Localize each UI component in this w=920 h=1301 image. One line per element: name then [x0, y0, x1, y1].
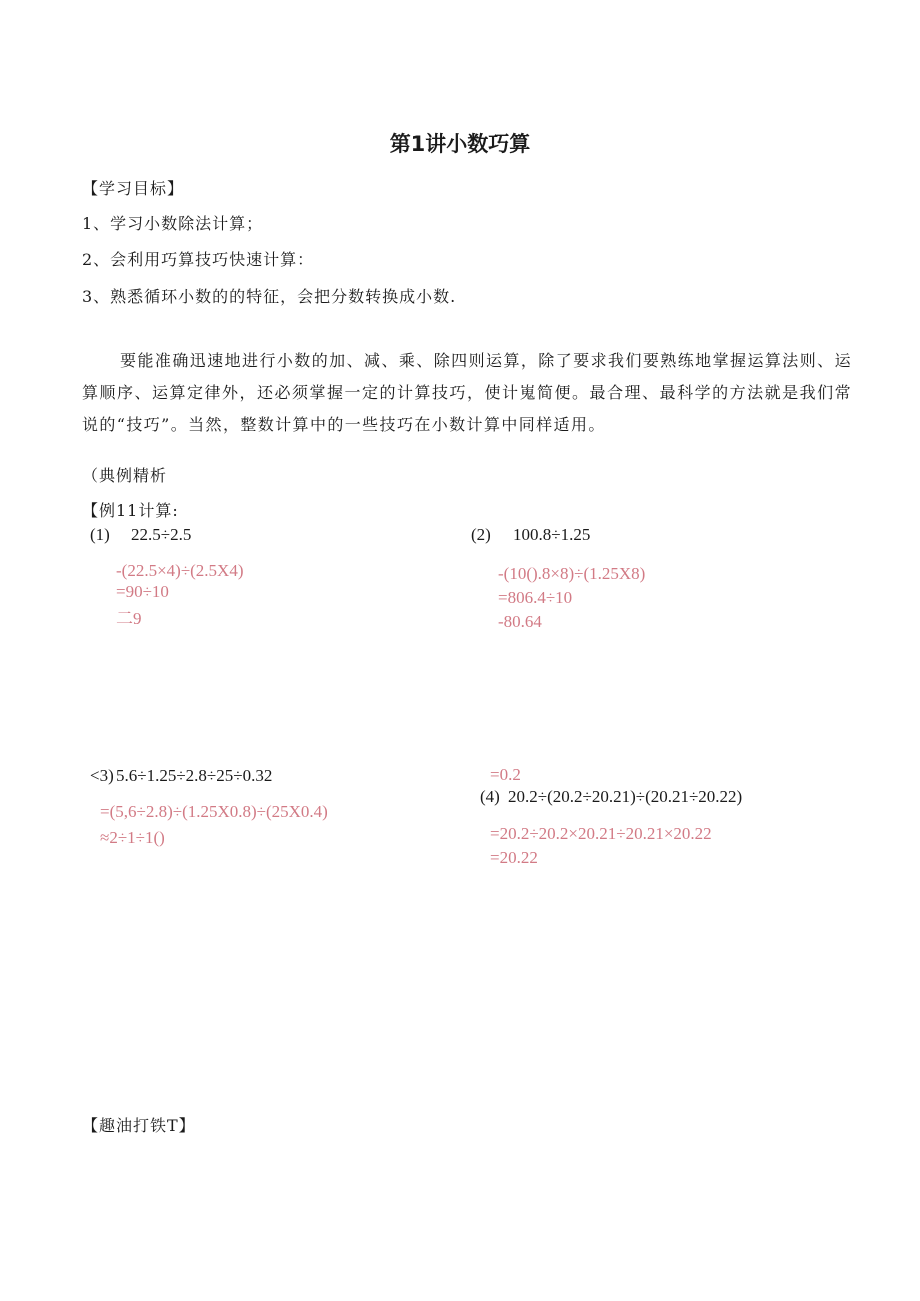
- problem-4-step-1: =20.2÷20.2×20.21÷20.21×20.22: [490, 824, 712, 843]
- problem-2-step-1: -(10().8×8)÷(1.25X8): [498, 564, 646, 583]
- problem-4-label: (4): [480, 787, 500, 806]
- problem-2-step-2: =806.4÷10: [498, 588, 573, 607]
- problem-3-step-2: ≈2÷1÷1(): [100, 828, 165, 847]
- intro-paragraph: [82, 345, 852, 441]
- fun-practice-heading: 【趣油打铁T】: [82, 1116, 196, 1135]
- objective-item-3: 3、熟悉循环小数的的特征，会把分数转换成小数.: [82, 287, 457, 306]
- problem-2-expression: 100.8÷1.25: [513, 525, 591, 544]
- problem-4-step-2: =20.22: [490, 848, 538, 867]
- problem-2-label: (2): [471, 525, 491, 544]
- problem-3-step-1: =(5,6÷2.8)÷(1.25X0.8)÷(25X0.4): [100, 802, 328, 821]
- problem-2-step-3: -80.64: [498, 612, 542, 631]
- problem-1-label: (1): [90, 525, 110, 544]
- problem-3-answer: =0.2: [490, 765, 521, 784]
- page-title: 第1讲小数巧算: [389, 132, 531, 156]
- problem-4-expression: 20.2÷(20.2÷20.21)÷(20.21÷20.22): [508, 787, 743, 806]
- problem-1-expression: 22.5÷2.5: [131, 525, 192, 544]
- objective-item-2: 2、会利用巧算技巧快速计算：: [82, 250, 315, 269]
- objective-item-1: 1、学习小数除法计算；: [82, 214, 264, 233]
- section-examples-heading: （典例精析: [82, 466, 168, 485]
- objectives-header: 【学习目标】: [82, 179, 185, 198]
- example-1-header: 【例11计算:: [82, 501, 179, 520]
- problem-1-step-1: -(22.5×4)÷(2.5X4): [116, 561, 244, 580]
- problem-1-step-2: =90÷10: [116, 582, 169, 601]
- problem-3-expression: 5.6÷1.25÷2.8÷25÷0.32: [116, 766, 273, 785]
- problem-3-label: <3): [90, 766, 114, 785]
- problem-1-step-3: 二9: [116, 609, 142, 628]
- intro-paragraph-text: 要能准确迅速地进行小数的加、减、乘、除四则运算，除了要求我们要熟练地掌握运算法则、运算顺序、运算定律外，还必须掌握一定的计算技巧，使计嵬简便。最合理、最科学的方法就是我们常说的“技巧”。当然，整数计算中的一些技巧在小数计算中同样适用。: [82, 351, 852, 434]
